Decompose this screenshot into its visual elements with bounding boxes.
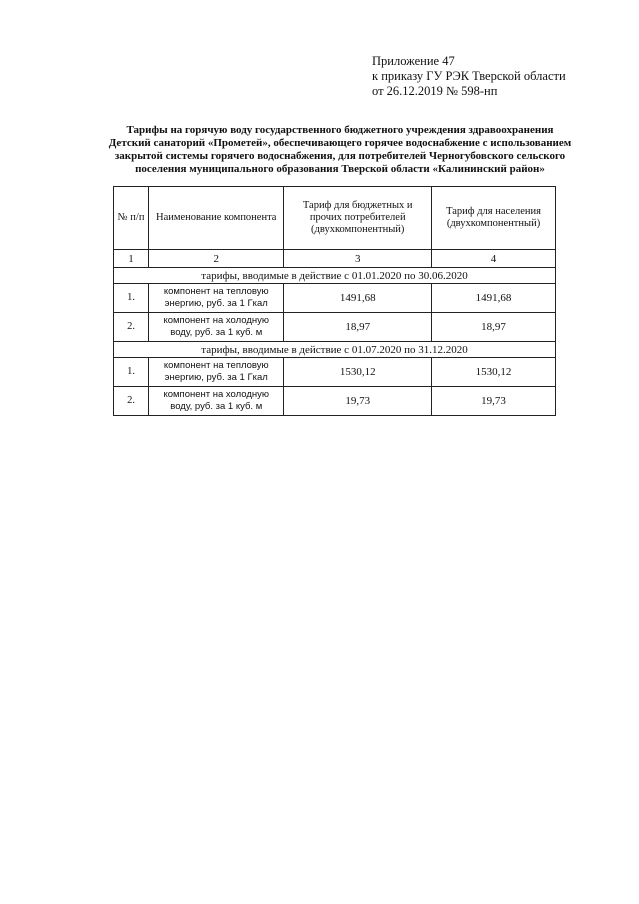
header-name: Наименование компонента	[149, 187, 284, 250]
column-number: 2	[149, 250, 284, 268]
appendix-note	[372, 54, 566, 99]
row-budget: 18,97	[284, 313, 432, 342]
row-name: компонент на тепловую энергию, руб. за 1 Гкал	[149, 358, 284, 387]
appendix-line-1: Приложение 47	[372, 54, 455, 68]
period-row	[114, 342, 556, 358]
title-line-1: Тарифы на горячую воду государственного бюджетного учреждения здравоохранения	[126, 124, 554, 136]
column-number-row	[114, 250, 556, 268]
header-population: Тариф для населения (двухкомпонентный)	[432, 187, 556, 250]
period-label: тарифы, вводимые в действие с 01.07.2020 по 31.12.2020	[114, 342, 556, 358]
row-num: 2.	[114, 387, 149, 416]
appendix-line-2: к приказу ГУ РЭК Тверской области	[372, 69, 566, 83]
header-budget: Тариф для бюджетных и прочих потребителей (двухкомпонентный)	[284, 187, 432, 250]
row-population: 18,97	[432, 313, 556, 342]
title-line-3: закрытой системы горячего водоснабжения, для потребителей Черногубовского сельского	[114, 150, 566, 162]
title-line-2: Детский санаторий «Прометей», обеспечивающего горячее водоснабжение с использованием	[108, 137, 572, 149]
period-row	[114, 268, 556, 284]
table-row	[114, 358, 556, 387]
row-name: компонент на холодную воду, руб. за 1 куб. м	[149, 313, 284, 342]
appendix-line-3: от 26.12.2019 № 598-нп	[372, 84, 498, 98]
column-number: 1	[114, 250, 149, 268]
row-num: 1.	[114, 358, 149, 387]
row-name: компонент на холодную воду, руб. за 1 куб. м	[149, 387, 284, 416]
table-row	[114, 387, 556, 416]
row-population: 1530,12	[432, 358, 556, 387]
row-num: 1.	[114, 284, 149, 313]
row-name: компонент на тепловую энергию, руб. за 1 Гкал	[149, 284, 284, 313]
row-num: 2.	[114, 313, 149, 342]
header-num: № п/п	[114, 187, 149, 250]
title-line-4: поселения муниципального образования Тверской области «Калининский район»	[135, 163, 545, 175]
column-number: 4	[432, 250, 556, 268]
table-row	[114, 284, 556, 313]
tariff-table	[113, 186, 556, 416]
row-budget: 1530,12	[284, 358, 432, 387]
row-budget: 1491,68	[284, 284, 432, 313]
row-population: 1491,68	[432, 284, 556, 313]
period-label: тарифы, вводимые в действие с 01.01.2020 по 30.06.2020	[114, 268, 556, 284]
document-title	[100, 124, 580, 176]
row-budget: 19,73	[284, 387, 432, 416]
column-number: 3	[284, 250, 432, 268]
table-header-row	[114, 187, 556, 250]
table-row	[114, 313, 556, 342]
row-population: 19,73	[432, 387, 556, 416]
